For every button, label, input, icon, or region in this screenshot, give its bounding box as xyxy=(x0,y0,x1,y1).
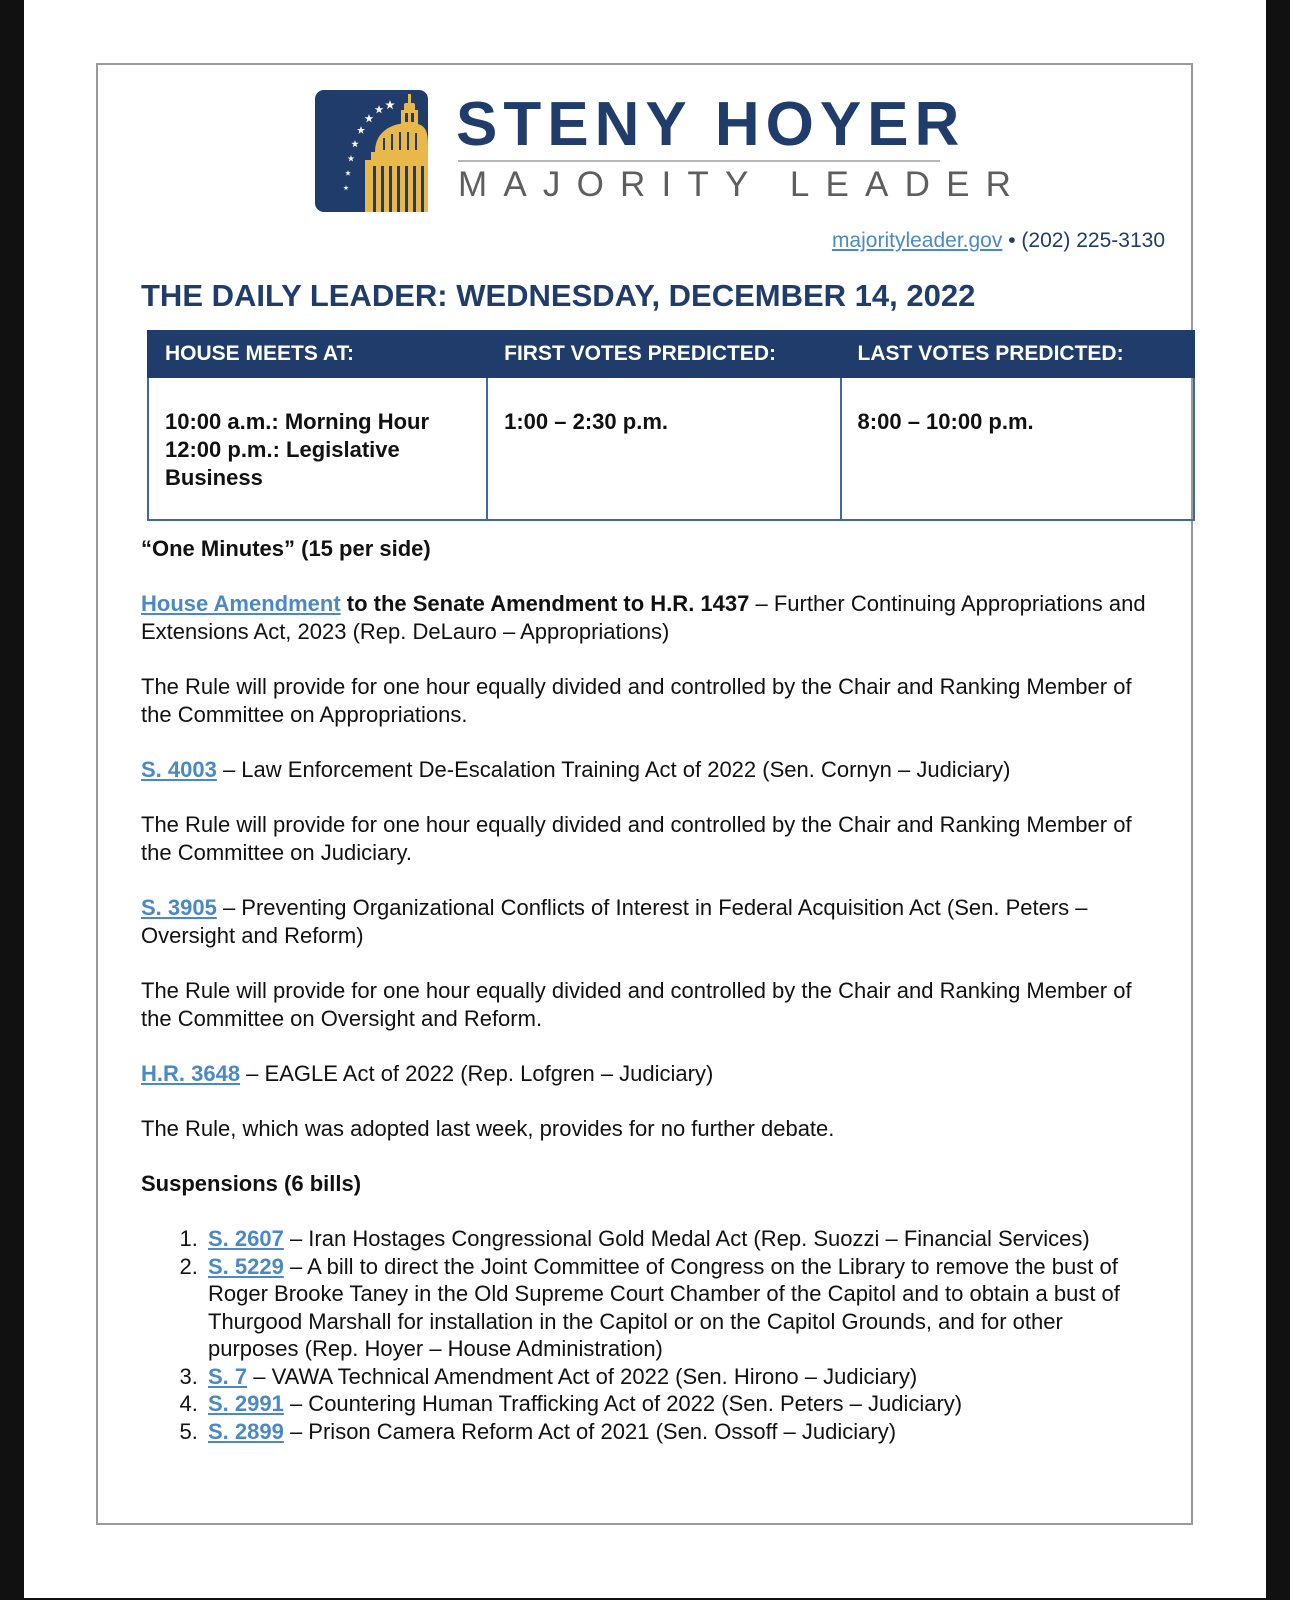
page-title: THE DAILY LEADER: WEDNESDAY, DECEMBER 14, 2022 xyxy=(141,278,976,313)
agenda-content xyxy=(141,535,1151,1445)
morning-hour-time: 10:00 a.m.: Morning Hour xyxy=(165,409,430,434)
bill-entry xyxy=(141,1060,1151,1088)
website-link[interactable]: majorityleader.gov xyxy=(831,229,1003,252)
legislative-business-time: 12:00 p.m.: Legislative Business xyxy=(165,437,400,490)
bill-entry xyxy=(141,894,1151,950)
screen-edge-left xyxy=(0,0,24,1600)
bill-description: – Further Continuing Appropriations and Extensions Act, 2023 (Rep. DeLauro – Appropriations) xyxy=(141,591,1146,644)
bill-entry xyxy=(141,590,1151,646)
schedule-header-row xyxy=(148,331,1194,377)
bill-rule: The Rule will provide for one hour equally divided and controlled by the Chair and Ranking Member of the Committee on Judiciary. xyxy=(141,812,1132,865)
header-first-votes: FIRST VOTES PREDICTED: xyxy=(487,331,840,377)
suspension-link-s-5229[interactable]: S. 5229 xyxy=(208,1253,284,1279)
bill-description: – Law Enforcement De-Escalation Training Act of 2022 (Sen. Cornyn – Judiciary) xyxy=(216,757,1011,782)
list-item: 4. S. 2991 – Countering Human Trafficking Act of 2022 (Sen. Peters – Judiciary) xyxy=(204,1390,1151,1418)
brand-name: STENY HOYER xyxy=(456,90,966,159)
bill-rule: The Rule will provide for one hour equally divided and controlled by the Chair and Ranking Member of the Committee on Oversight and Reform. xyxy=(141,978,1132,1031)
bill-link-hr-3648[interactable]: H.R. 3648 xyxy=(141,1061,241,1086)
bill-link-s-4003[interactable]: S. 4003 xyxy=(141,757,217,782)
suspension-link-s-7[interactable]: S. 7 xyxy=(208,1363,248,1389)
header-house-meets: HOUSE MEETS AT: xyxy=(148,331,487,377)
list-item: 1. S. 2607 – Iran Hostages Congressional Gold Medal Act (Rep. Suozzi – Financial Services) xyxy=(204,1225,1151,1253)
brand-divider xyxy=(458,160,940,162)
phone-number: (202) 225-3130 xyxy=(1021,229,1165,252)
schedule-table xyxy=(147,330,1195,521)
bill-entry xyxy=(141,756,1151,784)
list-item: 3. S. 7 – VAWA Technical Amendment Act of 2022 (Sen. Hirono – Judiciary) xyxy=(204,1363,1151,1391)
last-votes-cell: 8:00 – 10:00 p.m. xyxy=(841,377,1194,520)
first-votes-cell: 1:00 – 2:30 p.m. xyxy=(487,377,840,520)
suspensions-list xyxy=(141,1225,1151,1445)
house-meets-cell xyxy=(148,377,487,520)
suspension-link-s-2991[interactable]: S. 2991 xyxy=(208,1391,284,1416)
schedule-row xyxy=(148,377,1194,520)
screen-edge-right xyxy=(1266,0,1290,1600)
bill-description: – EAGLE Act of 2022 (Rep. Lofgren – Judiciary) xyxy=(240,1061,714,1086)
bill-rule: The Rule, which was adopted last week, provides for no further debate. xyxy=(141,1116,835,1141)
bill-rule: The Rule will provide for one hour equally divided and controlled by the Chair and Ranking Member of the Committee on Appropriations. xyxy=(141,674,1132,727)
capitol-logo xyxy=(315,90,428,212)
bill-description: – Preventing Organizational Conflicts of Interest in Federal Acquisition Act (Sen. Peters – Oversight and Reform) xyxy=(141,895,1088,948)
suspension-link-s-2607[interactable]: S. 2607 xyxy=(208,1226,284,1251)
brand-subtitle: MAJORITY LEADER xyxy=(458,165,1028,204)
list-item: 2. S. 5229 – A bill to direct the Joint Committee of Congress on the Library to remove the bust of Roger Brooke Taney in the Old Supreme Court Chamber of the Capitol and to obtain a bust of Thurgood Marshall for installation in the Capitol or on the Capitol Grounds, and for other purposes (Rep. Hoyer – House Administration) xyxy=(204,1253,1151,1363)
contact-separator: • xyxy=(1002,229,1022,252)
list-item: 5. S. 2899 – Prison Camera Reform Act of 2021 (Sen. Ossoff – Judiciary) xyxy=(204,1418,1151,1446)
suspension-link-s-2899[interactable]: S. 2899 xyxy=(208,1418,284,1444)
suspensions-heading: Suspensions (6 bills) xyxy=(141,1171,362,1196)
one-minutes-heading: “One Minutes” (15 per side) xyxy=(141,536,431,561)
header-last-votes: LAST VOTES PREDICTED: xyxy=(841,331,1194,377)
bill-link-s-3905[interactable]: S. 3905 xyxy=(141,895,217,920)
bill-bold-text: to the Senate Amendment to H.R. 1437 xyxy=(340,591,750,616)
bill-link-house-amendment[interactable]: House Amendment xyxy=(141,591,341,616)
document-page xyxy=(96,63,1193,1525)
contact-line xyxy=(832,229,1165,253)
